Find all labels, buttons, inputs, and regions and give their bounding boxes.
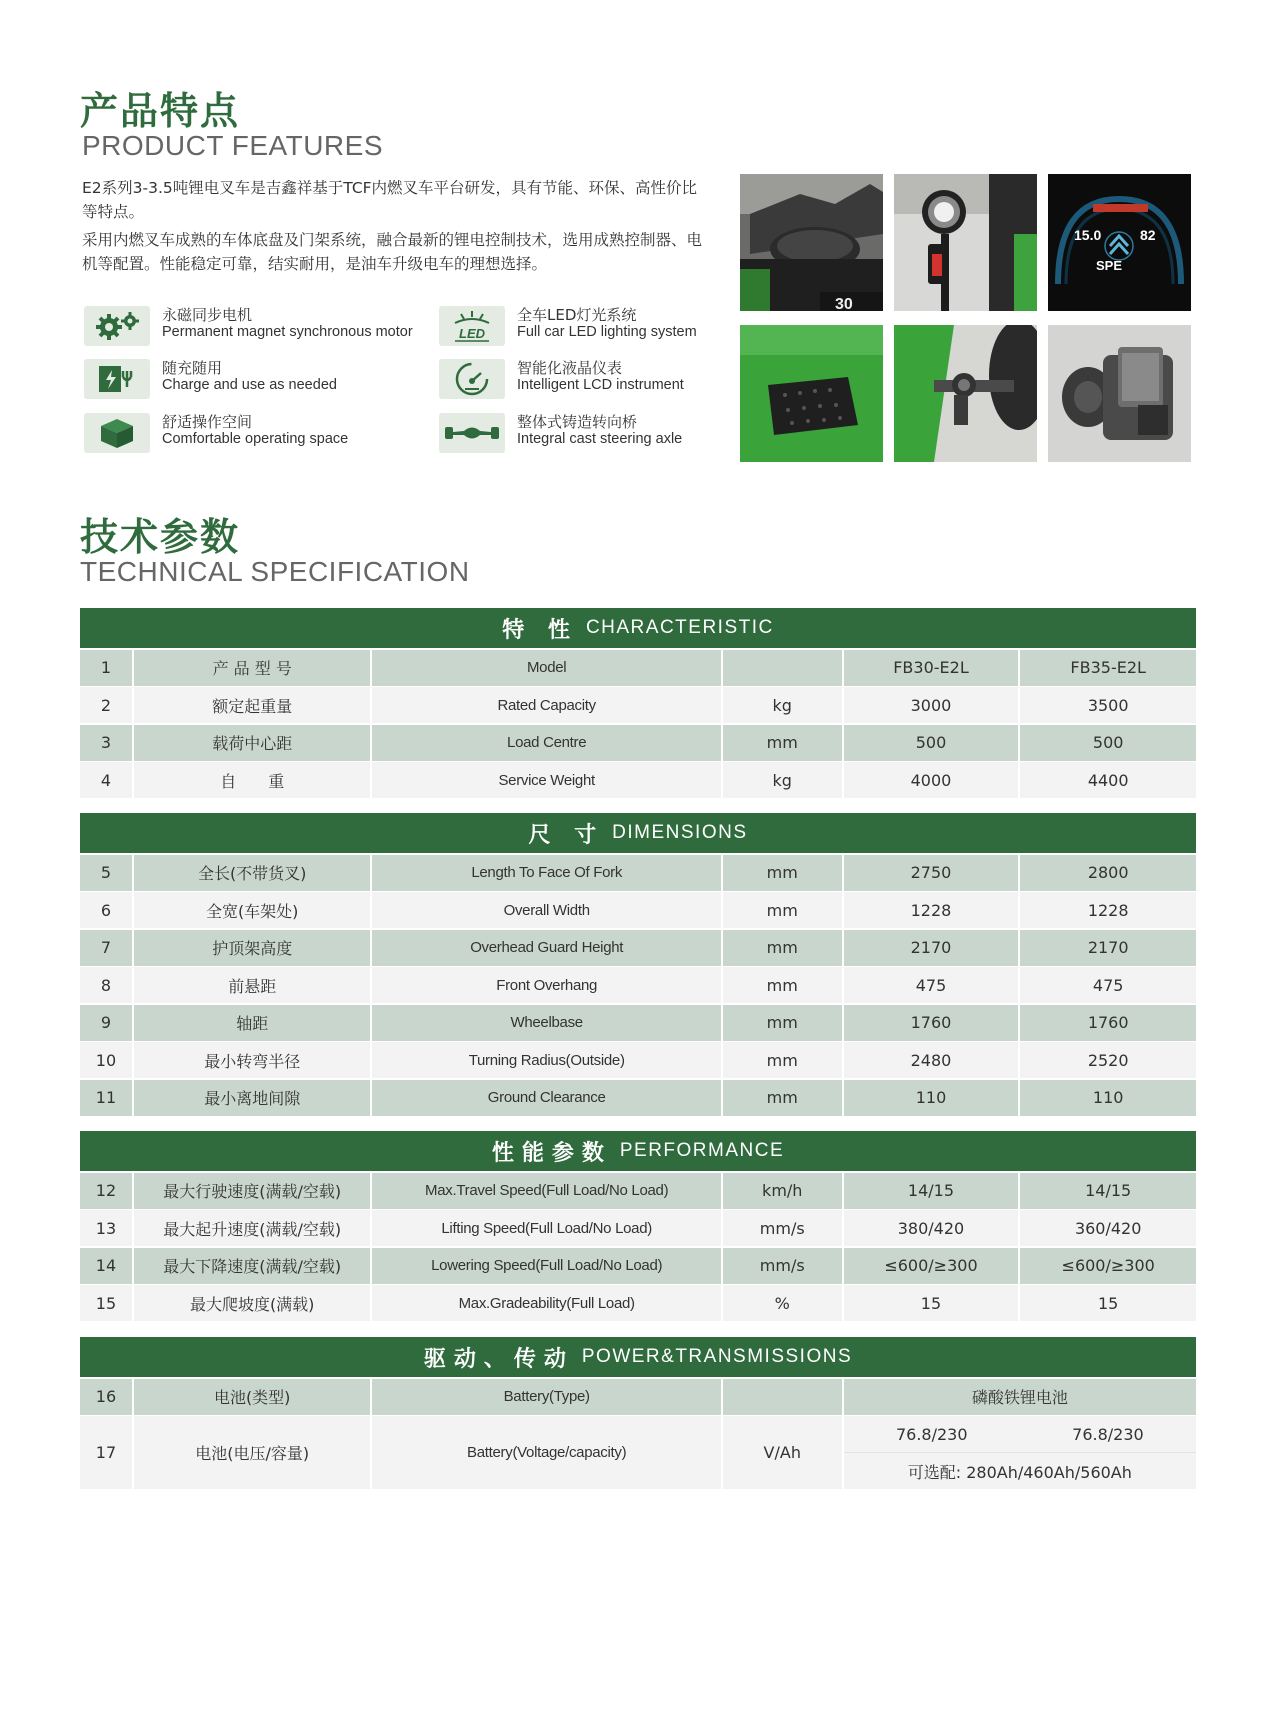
row-unit: mm [723, 1080, 842, 1116]
intro-paragraph-2: 采用内燃叉车成熟的车体底盘及门架系统，融合最新的锂电控制技术，选用成熟控制器、电机等配置。性能稳定可靠，结实耐用，是油车升级电车的理想选择。 [82, 231, 703, 273]
row-unit: mm/s [723, 1248, 842, 1284]
photo-motor [1048, 325, 1191, 462]
section-header-en: CHARACTERISTIC [585, 617, 774, 638]
row-unit: mm [723, 725, 842, 761]
table-row [80, 855, 1196, 891]
dash-battery: 82 [1140, 227, 1156, 243]
table-row [80, 930, 1196, 966]
row-cn: 最大爬坡度(满载) [134, 1285, 371, 1321]
feature-cn: 智能化液晶仪表 [517, 359, 623, 377]
row-value-fb35: 360/420 [1020, 1210, 1196, 1246]
row-unit: mm [723, 855, 842, 891]
row-value-fb30: 475 [844, 967, 1019, 1003]
row-value-fb30: 2750 [844, 855, 1019, 891]
row-value-fb30: 2170 [844, 930, 1019, 966]
row-en: Turning Radius(Outside) [372, 1042, 720, 1078]
section-header [80, 1131, 1196, 1171]
row-cn: 全宽(车架处) [134, 892, 371, 928]
row-cn: 全长(不带货叉) [134, 855, 371, 891]
photo-lcd-dashboard [1048, 174, 1191, 311]
row-value-fb30: 4000 [844, 762, 1019, 798]
row-en: Rated Capacity [372, 687, 720, 723]
led-icon [439, 306, 505, 346]
row-unit: mm [723, 1005, 842, 1041]
feature-led [439, 304, 779, 350]
row-no: 6 [80, 892, 132, 928]
row-value-fb35: 4400 [1020, 762, 1196, 798]
feature-axle [439, 411, 779, 457]
axle-icon [439, 413, 505, 453]
row-unit: mm [723, 1042, 842, 1078]
row-no: 10 [80, 1042, 132, 1078]
battery-options: 可选配: 280Ah/460Ah/560Ah [907, 1462, 1132, 1482]
row-no: 4 [80, 762, 132, 798]
row-no: 7 [80, 930, 132, 966]
gears-icon [84, 306, 150, 346]
table-row [80, 1285, 1196, 1321]
row-value-fb35: 1760 [1020, 1005, 1196, 1041]
feature-space [84, 411, 424, 457]
row-en: Max.Travel Speed(Full Load/No Load) [372, 1173, 720, 1209]
row-cn: 前悬距 [134, 967, 371, 1003]
spec-group-performance [80, 1131, 1196, 1321]
row-no: 16 [80, 1379, 132, 1415]
section-header-cn: 尺 寸 [528, 822, 605, 848]
row-no: 14 [80, 1248, 132, 1284]
photo-seat-cab [740, 174, 883, 311]
row-value-fb30: 3000 [844, 687, 1019, 723]
feature-en: Integral cast steering axle [517, 431, 683, 447]
section-header-cn: 驱动、传动 [423, 1346, 574, 1372]
row-no: 17 [80, 1416, 132, 1489]
row-en: Ground Clearance [372, 1080, 720, 1116]
feature-en: Intelligent LCD instrument [517, 377, 684, 393]
row-en: Battery(Type) [372, 1379, 720, 1415]
row-unit: mm [723, 892, 842, 928]
feature-en: Charge and use as needed [162, 377, 337, 393]
row-value-fb30: 1228 [844, 892, 1019, 928]
row-no: 1 [80, 650, 132, 686]
row-en: Service Weight [372, 762, 720, 798]
feature-lcd [439, 357, 779, 403]
row-unit [723, 650, 842, 686]
row-value-fb35: 76.8/230 [1072, 1424, 1144, 1444]
row-en: Lifting Speed(Full Load/No Load) [372, 1210, 720, 1246]
row-value-fb30: ≤600/≥300 [844, 1248, 1019, 1284]
row-en: Model [372, 650, 720, 686]
row-no: 5 [80, 855, 132, 891]
row-unit: km/h [723, 1173, 842, 1209]
cab-number: 30 [835, 296, 853, 311]
row-no: 9 [80, 1005, 132, 1041]
row-cn: 电池(类型) [134, 1379, 371, 1415]
row-value-fb30: 76.8/230 [895, 1424, 968, 1444]
table-row [80, 1210, 1196, 1246]
row-unit: mm [723, 967, 842, 1003]
section-header-en: POWER&TRANSMISSIONS [581, 1346, 853, 1367]
row-cn: 最大起升速度(满载/空载) [134, 1210, 371, 1246]
row-value-fb30: 1760 [844, 1005, 1019, 1041]
row-value-battery-type: 磷酸铁锂电池 [844, 1379, 1196, 1415]
row-value-fb35: 475 [1020, 967, 1196, 1003]
row-value-fb30: 15 [844, 1285, 1019, 1321]
dash-speed: 15.0 [1074, 227, 1102, 243]
table-row [80, 892, 1196, 928]
feature-cn: 舒适操作空间 [162, 413, 253, 431]
row-value-fb30: 2480 [844, 1042, 1019, 1078]
spec-group-dimensions [80, 813, 1196, 1116]
row-cn: 自 重 [134, 762, 371, 798]
row-value-fb35: 3500 [1020, 687, 1196, 723]
row-cn: 最小离地间隙 [134, 1080, 371, 1116]
table-row [80, 1379, 1196, 1415]
row-en: Overall Width [372, 892, 720, 928]
row-value-fb35: 110 [1020, 1080, 1196, 1116]
features-intro [82, 176, 712, 280]
section-header-cn: 特 性 [502, 617, 578, 643]
table-row [80, 1042, 1196, 1078]
feature-motor [84, 304, 424, 350]
row-value-fb30: 110 [844, 1080, 1019, 1116]
row-value-fb30: 380/420 [844, 1210, 1019, 1246]
row-no: 11 [80, 1080, 132, 1116]
row-en: Load Centre [372, 725, 720, 761]
table-row [80, 650, 1196, 686]
svg-text:LED: LED [459, 326, 485, 341]
row-unit: V/Ah [723, 1416, 842, 1489]
row-cn: 产 品 型 号 [134, 650, 371, 686]
spec-title-cn: 技术参数 [80, 515, 241, 559]
row-value-fb35: 1228 [1020, 892, 1196, 928]
feature-charge [84, 357, 424, 403]
row-unit: kg [723, 762, 842, 798]
table-row [80, 1080, 1196, 1116]
row-value-battery-voltage [844, 1416, 1196, 1489]
table-row [80, 967, 1196, 1003]
row-no: 8 [80, 967, 132, 1003]
section-header [80, 608, 1196, 648]
spec-group-characteristic [80, 608, 1196, 798]
feature-cn: 随充随用 [162, 359, 223, 377]
row-value-fb35: ≤600/≥300 [1020, 1248, 1196, 1284]
section-header-en: DIMENSIONS [612, 822, 748, 843]
table-row [80, 725, 1196, 761]
table-row [80, 687, 1196, 723]
row-value-fb35: 14/15 [1020, 1173, 1196, 1209]
table-row [80, 762, 1196, 798]
intro-paragraph-1: E2系列3-3.5吨锂电叉车是吉鑫祥基于TCF内燃叉车平台研发，具有节能、环保、高性价比等特点。 [82, 179, 698, 221]
row-cn: 轴距 [134, 1005, 371, 1041]
table-row [80, 1173, 1196, 1209]
row-value-fb30: 500 [844, 725, 1019, 761]
row-en: Lowering Speed(Full Load/No Load) [372, 1248, 720, 1284]
features-title-en: PRODUCT FEATURES [82, 130, 383, 161]
feature-en: Comfortable operating space [162, 431, 349, 447]
dash-mode: SPE [1096, 258, 1123, 273]
table-row [80, 1005, 1196, 1041]
row-cn: 电池(电压/容量) [134, 1416, 371, 1489]
section-header-en: PERFORMANCE [619, 1140, 785, 1161]
row-cn: 最大下降速度(满载/空载) [134, 1248, 371, 1284]
row-no: 13 [80, 1210, 132, 1246]
feature-cn: 全车LED灯光系统 [517, 306, 637, 324]
feature-cn: 永磁同步电机 [162, 306, 253, 324]
row-value-fb35: 500 [1020, 725, 1196, 761]
section-header [80, 1337, 1196, 1377]
section-header [80, 813, 1196, 853]
photo-step-plate [740, 325, 883, 462]
photo-led-light [894, 174, 1037, 311]
photo-steering-axle [894, 325, 1037, 462]
row-value-fb35: 2800 [1020, 855, 1196, 891]
row-unit: % [723, 1285, 842, 1321]
row-en: Battery(Voltage/capacity) [372, 1416, 720, 1489]
row-cn: 护顶架高度 [134, 930, 371, 966]
section-header-cn: 性能参数 [491, 1140, 612, 1166]
row-value-fb35: 2170 [1020, 930, 1196, 966]
row-no: 12 [80, 1173, 132, 1209]
row-no: 2 [80, 687, 132, 723]
row-cn: 额定起重量 [134, 687, 371, 723]
feature-cn: 整体式铸造转向桥 [517, 413, 638, 431]
row-en: Max.Gradeability(Full Load) [372, 1285, 720, 1321]
table-row [80, 1248, 1196, 1284]
row-en: Front Overhang [372, 967, 720, 1003]
row-value-fb35: FB35-E2L [1020, 650, 1196, 686]
gauge-icon [439, 359, 505, 399]
box-icon [84, 413, 150, 453]
row-unit [723, 1379, 842, 1415]
spec-group-power [80, 1337, 1196, 1489]
row-en: Overhead Guard Height [372, 930, 720, 966]
charge-icon [84, 359, 150, 399]
row-en: Wheelbase [372, 1005, 720, 1041]
row-unit: mm/s [723, 1210, 842, 1246]
row-no: 15 [80, 1285, 132, 1321]
feature-en: Full car LED lighting system [517, 324, 697, 340]
row-cn: 载荷中心距 [134, 725, 371, 761]
row-no: 3 [80, 725, 132, 761]
row-unit: kg [723, 687, 842, 723]
row-en: Length To Face Of Fork [372, 855, 720, 891]
row-cn: 最大行驶速度(满载/空载) [134, 1173, 371, 1209]
row-value-fb35: 2520 [1020, 1042, 1196, 1078]
table-row [80, 1416, 1196, 1489]
row-value-fb30: FB30-E2L [844, 650, 1019, 686]
row-value-fb35: 15 [1020, 1285, 1196, 1321]
feature-en: Permanent magnet synchronous motor [162, 324, 413, 340]
row-cn: 最小转弯半径 [134, 1042, 371, 1078]
row-value-fb30: 14/15 [844, 1173, 1019, 1209]
spec-title-en: TECHNICAL SPECIFICATION [80, 556, 470, 587]
features-title-cn: 产品特点 [80, 89, 241, 133]
row-unit: mm [723, 930, 842, 966]
